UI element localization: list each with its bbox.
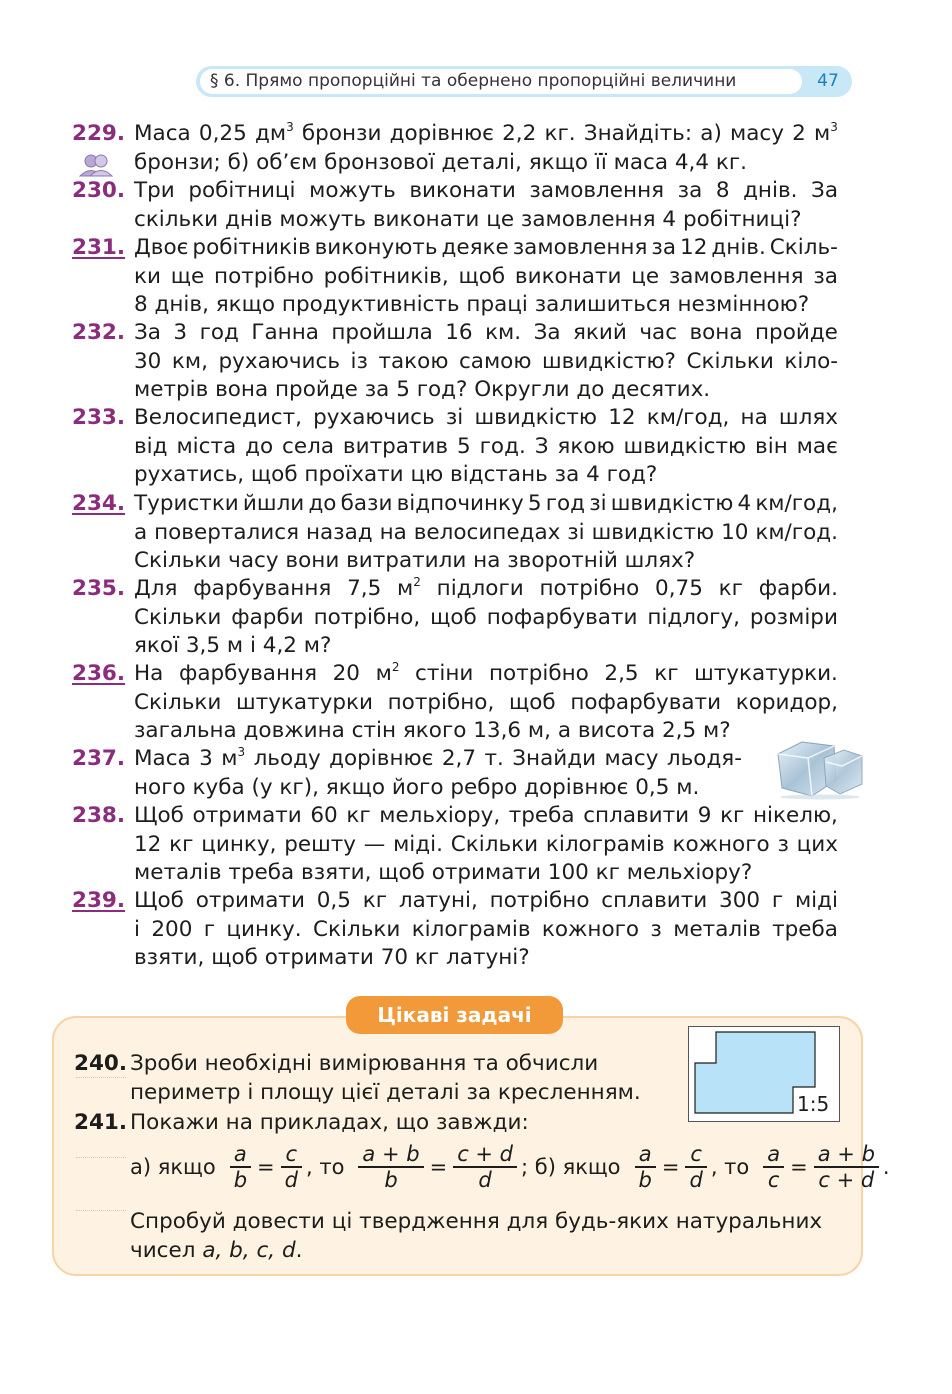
dotted-rule bbox=[76, 1210, 126, 1211]
problem-text-line: Скільки часу вони витратили на зворотній шлях? bbox=[134, 548, 696, 573]
problem-text-line: ки ще потрібно робітників, щоб виконати це замовлення за bbox=[134, 263, 838, 289]
problem-text-line: Скільки фарби потрібно, щоб пофарбувати підлогу, розміри bbox=[134, 604, 838, 630]
problem-text-line: Три робітниці можуть виконати замовлення за 8 днів. За bbox=[134, 178, 838, 203]
formula-end: . bbox=[882, 1155, 890, 1179]
problem-text bbox=[134, 887, 838, 973]
problem-text-line: Скільки штукатурки потрібно, щоб пофарбувати коридор, bbox=[134, 689, 838, 715]
ice-cube-icon bbox=[772, 736, 868, 800]
problem-text bbox=[134, 802, 838, 888]
problem-text bbox=[134, 120, 838, 177]
problem-text-line: метрів вона пройде за 5 год? Округли до десятих. bbox=[134, 377, 711, 402]
drawing-scale: 1:5 bbox=[797, 1092, 830, 1116]
problem-number: 238. bbox=[72, 803, 126, 828]
problem-text-line: і 200 г цинку. Скільки кілограмів кожного з металів треба bbox=[134, 916, 838, 942]
problem-number: 235. bbox=[72, 576, 126, 601]
interesting-tasks-badge: Цікаві задачі bbox=[346, 996, 563, 1034]
problem-number: 230. bbox=[72, 178, 126, 203]
formula-separator: ; б) якщо bbox=[521, 1155, 621, 1179]
proof-line-2 bbox=[130, 1236, 302, 1265]
problem-number: 234. bbox=[72, 491, 126, 516]
problem-text-line: скільки днів можуть виконати це замовлення 4 робітниці? bbox=[134, 206, 802, 232]
problem-number: 232. bbox=[72, 320, 126, 345]
problem-text bbox=[134, 319, 838, 405]
problem-text-line: бронзи; б) об’єм бронзової деталі, якщо її маса 4,4 кг. bbox=[134, 149, 748, 175]
proof-line-1: Спробуй довести ці твердження для будь-яких натуральних bbox=[130, 1209, 823, 1234]
problem-240-line-1: Зроби необхідні вимірювання та обчисли bbox=[130, 1051, 599, 1076]
problem-text-line: 8 днів, якщо продуктивність праці залишиться незмінною? bbox=[134, 292, 810, 317]
equals-sign: = bbox=[661, 1155, 680, 1179]
fraction: $\frac{a}{b}$ bbox=[230, 1142, 251, 1191]
problem-text-line: За 3 год Ганна пройшла 16 км. За який час вона пройде bbox=[134, 320, 838, 345]
problem-text bbox=[134, 234, 838, 320]
problem-text-line: загальна довжина стін якого 13,6 м, а висота 2,5 м? bbox=[134, 718, 731, 743]
problem-text bbox=[134, 660, 838, 746]
problem-text-line: Маса 0,25 $дм^3$ бронзи дорівнює 2,2 кг. Знайдіть: а) масу 2 $м^3$ bbox=[134, 120, 838, 146]
problem-text-line: Для фарбування 7,5 $м^2$ підлоги потрібно 0,75 кг фарби. bbox=[134, 575, 838, 601]
problem-text bbox=[134, 177, 838, 234]
problem-text-line: рухатись, щоб проїхати цю відстань за 4 год? bbox=[134, 462, 658, 487]
problem-number: 233. bbox=[72, 405, 126, 430]
problem-text-line: Щоб отримати 60 кг мельхіору, треба сплавити 9 кг нікелю, bbox=[134, 803, 838, 828]
problem-text-line: Маса 3 $м^3$ льоду дорівнює 2,7 т. Знайди масу льодя- bbox=[134, 745, 742, 771]
proof-end: . bbox=[295, 1238, 303, 1263]
problem-text-line: ного куба (у кг), якщо його ребро дорівнює 0,5 м. bbox=[134, 774, 700, 800]
problem-text-line: Велосипедист, рухаючись зі швидкістю 12 км/год, на шлях bbox=[134, 405, 838, 430]
page-number: 47 bbox=[817, 71, 839, 91]
problem-text-line: Щоб отримати 0,5 кг латуні, потрібно сплавити 300 г міді bbox=[134, 888, 838, 913]
proof-variables: a, b, c, d bbox=[202, 1238, 296, 1263]
problem-number: 231. bbox=[72, 235, 126, 260]
problem-text-line: а поверталися назад на велосипедах зі швидкістю 10 км/год. bbox=[134, 519, 838, 545]
dotted-rule bbox=[76, 1157, 126, 1158]
problem-text bbox=[134, 404, 838, 490]
fraction: $\frac{a + b}{c + d}$ bbox=[814, 1142, 879, 1191]
problem-number: 237. bbox=[72, 746, 126, 771]
problem-number: 229. bbox=[72, 121, 126, 146]
problem-text-line: якої 3,5 м і 4,2 м? bbox=[134, 633, 332, 658]
problem-number: 236. bbox=[72, 661, 126, 686]
fraction: $\frac{a + b}{b}$ bbox=[358, 1142, 423, 1191]
problem-text bbox=[134, 745, 742, 802]
problem-240-line-2: периметр і площу цієї деталі за кресленням. bbox=[130, 1080, 641, 1105]
equals-sign: = bbox=[790, 1155, 808, 1179]
problem-number-241: 241. bbox=[74, 1110, 128, 1135]
section-title: § 6. Прямо пропорційні та обернено пропорційні величини bbox=[210, 71, 737, 91]
problem-text-line: Туристки йшли до бази відпочинку 5 год зі швидкістю 4 км/год, bbox=[134, 491, 838, 516]
problem-241-line-1: Покажи на прикладах, що завжди: bbox=[130, 1110, 529, 1135]
formula-241 bbox=[130, 1138, 890, 1196]
fraction: $\frac{c}{d}$ bbox=[685, 1142, 706, 1191]
problem-text-line: від міста до села витратив 5 год. З якою швидкістю він має bbox=[134, 433, 838, 459]
problem-text bbox=[134, 490, 838, 576]
problem-text-line: 30 км, рухаючись із такою самою швидкістю? Скільки кіло- bbox=[134, 348, 838, 374]
problem-text bbox=[134, 575, 838, 661]
problem-text-line: 12 кг цинку, решту — міді. Скільки кілограмів кожного з цих bbox=[134, 831, 838, 857]
fraction: $\frac{c + d}{d}$ bbox=[453, 1142, 517, 1191]
fraction: $\frac{a}{b}$ bbox=[635, 1142, 656, 1191]
problem-text-line: На фарбування 20 $м^2$ стіни потрібно 2,5 кг штукатурки. bbox=[134, 660, 838, 686]
problem-text-line: металів треба взяти, щоб отримати 100 кг мельхіору? bbox=[134, 860, 753, 885]
proof-prefix: чисел bbox=[130, 1238, 203, 1263]
formula-a-label: а) якщо bbox=[130, 1155, 216, 1179]
equals-sign: = bbox=[257, 1155, 275, 1179]
problem-number-240: 240. bbox=[74, 1051, 128, 1076]
equals-sign: = bbox=[429, 1155, 448, 1179]
problem-text-line: взяти, щоб отримати 70 кг латуні? bbox=[134, 945, 530, 970]
pair-work-icon bbox=[78, 152, 114, 178]
fraction: $\frac{c}{d}$ bbox=[281, 1142, 302, 1191]
problem-text-line: Двоє робітників виконують деяке замовлення за 12 днів. Скіль- bbox=[134, 235, 838, 260]
formula-then: , то bbox=[305, 1155, 345, 1179]
formula-then: , то bbox=[710, 1155, 750, 1179]
problem-number: 239. bbox=[72, 888, 126, 913]
fraction: $\frac{a}{c}$ bbox=[763, 1142, 784, 1191]
